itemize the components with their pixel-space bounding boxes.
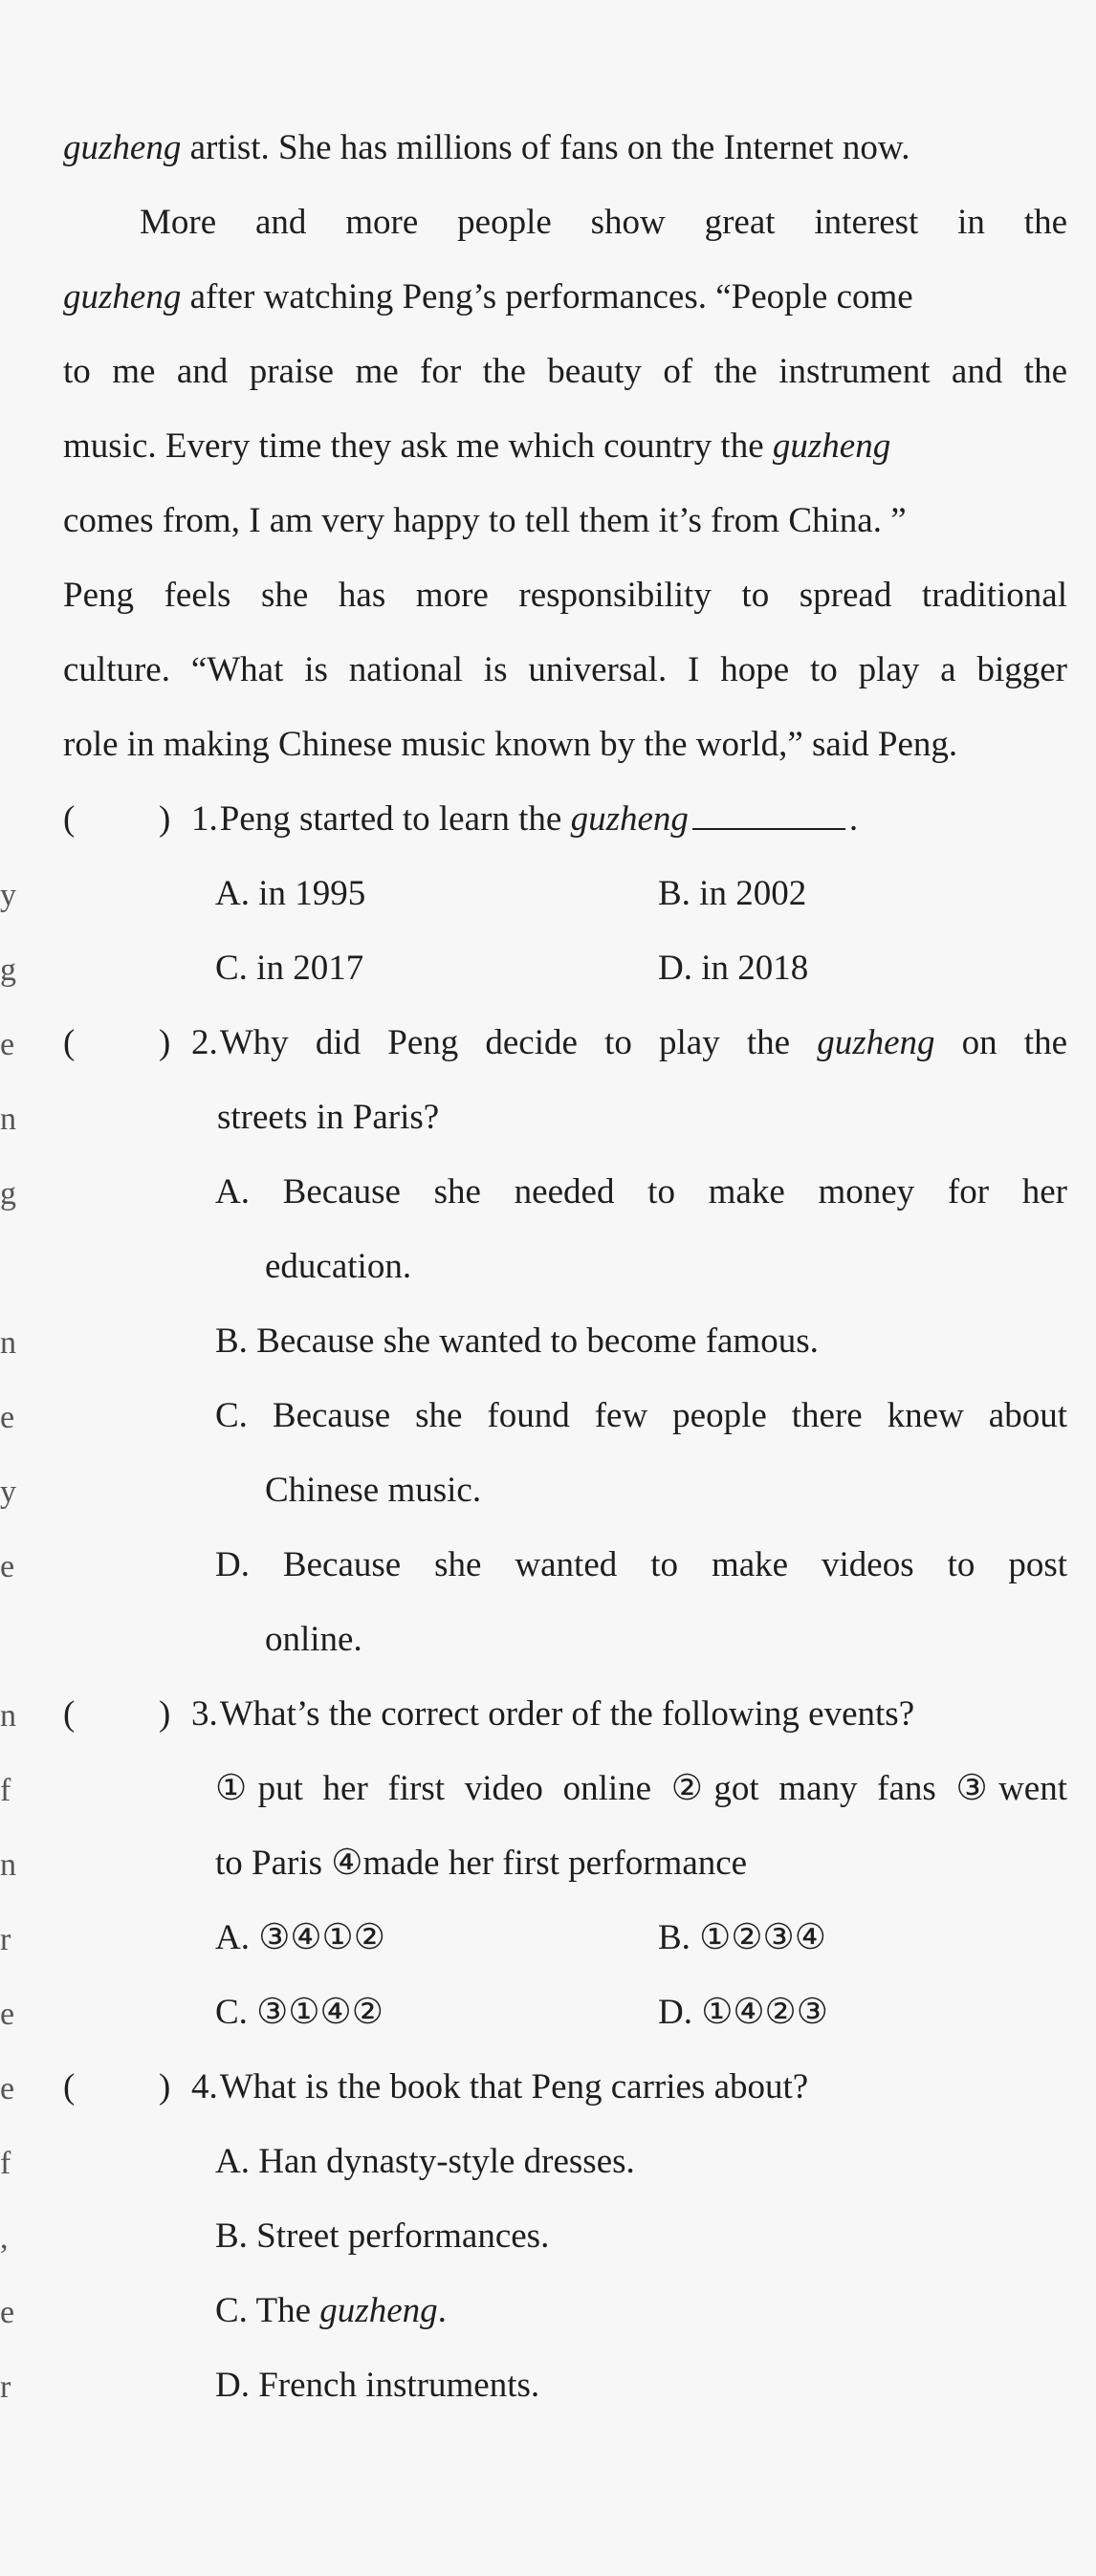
option-text: . — [437, 2291, 447, 2330]
question-number: 1. — [191, 799, 218, 839]
option-b[interactable]: B. Because she wanted to become famous. — [215, 1321, 819, 1361]
question-stem-continued: streets in Paris? — [217, 1098, 440, 1137]
passage-line: More and more people show great interest in the — [140, 203, 1067, 242]
edge-fragment: n — [0, 1698, 16, 1734]
event-list-continued: to Paris ④made her first performance — [215, 1844, 748, 1883]
edge-fragment: e — [0, 1997, 15, 2032]
question-stem — [191, 797, 1067, 841]
option-b[interactable]: B. ①②③④ — [658, 1918, 826, 1957]
option-a[interactable]: A. ③④①② — [215, 1918, 385, 1957]
edge-fragment: g — [0, 952, 16, 988]
answer-bracket[interactable] — [63, 2065, 171, 2109]
question-text: What’s the correct order of the following events? — [219, 1694, 915, 1734]
passage-text: music. Every time they ask me which country the — [63, 426, 773, 466]
edge-fragment: y — [0, 1474, 16, 1510]
question-text: . — [848, 799, 859, 839]
bracket-open: ( — [63, 2067, 76, 2107]
answer-blank — [692, 799, 845, 830]
guzheng-term: guzheng — [319, 2291, 438, 2330]
option-a-continued[interactable]: education. — [265, 1247, 412, 1286]
edge-fragment: e — [0, 2295, 15, 2330]
option-d[interactable]: D. in 2018 — [658, 949, 809, 988]
passage-line: culture. “What is national is universal. I hope to play a bigger — [63, 650, 1067, 689]
passage-line — [63, 126, 1067, 170]
edge-fragment: , — [0, 2220, 9, 2256]
edge-fragment: n — [0, 1847, 16, 1883]
passage-text: after watching Peng’s performances. “People come — [181, 277, 913, 317]
bracket-close: ) — [159, 2067, 171, 2107]
question-number: 2. — [191, 1023, 218, 1062]
event-list: ①put her first video online ②got many fans ③went — [215, 1769, 1067, 1808]
passage-line — [63, 425, 1067, 469]
edge-fragment: f — [0, 1773, 11, 1808]
question-text: Peng started to learn the — [219, 799, 571, 839]
option-c[interactable]: C. Because she found few people there knew about — [215, 1396, 1067, 1435]
question-text: What is the book that Peng carries about? — [219, 2067, 809, 2107]
guzheng-term: guzheng — [772, 426, 891, 466]
option-c[interactable] — [215, 2289, 447, 2333]
option-d-continued[interactable]: online. — [265, 1620, 362, 1659]
edge-fragment: e — [0, 1027, 15, 1062]
edge-fragment: n — [0, 1325, 16, 1361]
edge-fragment: y — [0, 878, 16, 913]
bracket-close: ) — [159, 1694, 171, 1734]
passage-line: role in making Chinese music known by the world,” said Peng. — [63, 725, 958, 764]
edge-fragment: r — [0, 1922, 11, 1957]
guzheng-term: guzheng — [570, 799, 689, 839]
passage-line — [63, 275, 1067, 319]
guzheng-term: guzheng — [63, 128, 182, 167]
option-c[interactable]: C. ③①④② — [215, 1993, 384, 2032]
option-d[interactable]: D. ①④②③ — [658, 1993, 828, 2032]
edge-fragment: n — [0, 1102, 16, 1137]
bracket-close: ) — [159, 1023, 171, 1062]
edge-fragment: e — [0, 1400, 15, 1435]
edge-fragment: r — [0, 2369, 11, 2405]
bracket-open: ( — [63, 799, 76, 839]
answer-bracket[interactable] — [63, 1692, 171, 1736]
question-stem — [191, 2065, 1067, 2109]
option-d[interactable]: D. French instruments. — [215, 2366, 540, 2405]
guzheng-term: guzheng — [63, 277, 182, 317]
edge-fragment: e — [0, 2071, 15, 2107]
passage-text: artist. She has millions of fans on the Internet now. — [181, 128, 910, 167]
option-c-continued[interactable]: Chinese music. — [265, 1471, 482, 1510]
passage-line: Peng feels she has more responsibility to spread traditional — [63, 576, 1067, 615]
question-stem — [191, 1021, 1067, 1065]
question-text: Why did Peng decide to play the — [219, 1023, 818, 1062]
answer-bracket[interactable] — [63, 1021, 171, 1065]
question-number: 4. — [191, 2067, 218, 2107]
option-a[interactable]: A. Han dynasty-style dresses. — [215, 2142, 635, 2181]
option-b[interactable]: B. Street performances. — [215, 2216, 550, 2256]
question-text: on the — [934, 1023, 1068, 1062]
guzheng-term: guzheng — [817, 1023, 935, 1062]
edge-fragment: g — [0, 1176, 16, 1212]
question-number: 3. — [191, 1694, 218, 1734]
answer-bracket[interactable] — [63, 797, 171, 841]
option-text: C. The — [215, 2291, 320, 2330]
edge-fragment: e — [0, 1549, 15, 1584]
option-a[interactable]: A. Because she needed to make money for her — [215, 1172, 1067, 1212]
passage-line: comes from, I am very happy to tell them it’s from China. ” — [63, 501, 907, 540]
edge-fragment: f — [0, 2146, 11, 2181]
bracket-open: ( — [63, 1023, 76, 1062]
option-a[interactable]: A. in 1995 — [215, 874, 366, 913]
question-stem — [191, 1692, 1067, 1736]
passage-line: to me and praise me for the beauty of the instrument and the — [63, 352, 1067, 391]
option-c[interactable]: C. in 2017 — [215, 949, 364, 988]
option-d[interactable]: D. Because she wanted to make videos to post — [215, 1545, 1067, 1584]
bracket-open: ( — [63, 1694, 76, 1734]
bracket-close: ) — [159, 799, 171, 839]
option-b[interactable]: B. in 2002 — [658, 874, 807, 913]
